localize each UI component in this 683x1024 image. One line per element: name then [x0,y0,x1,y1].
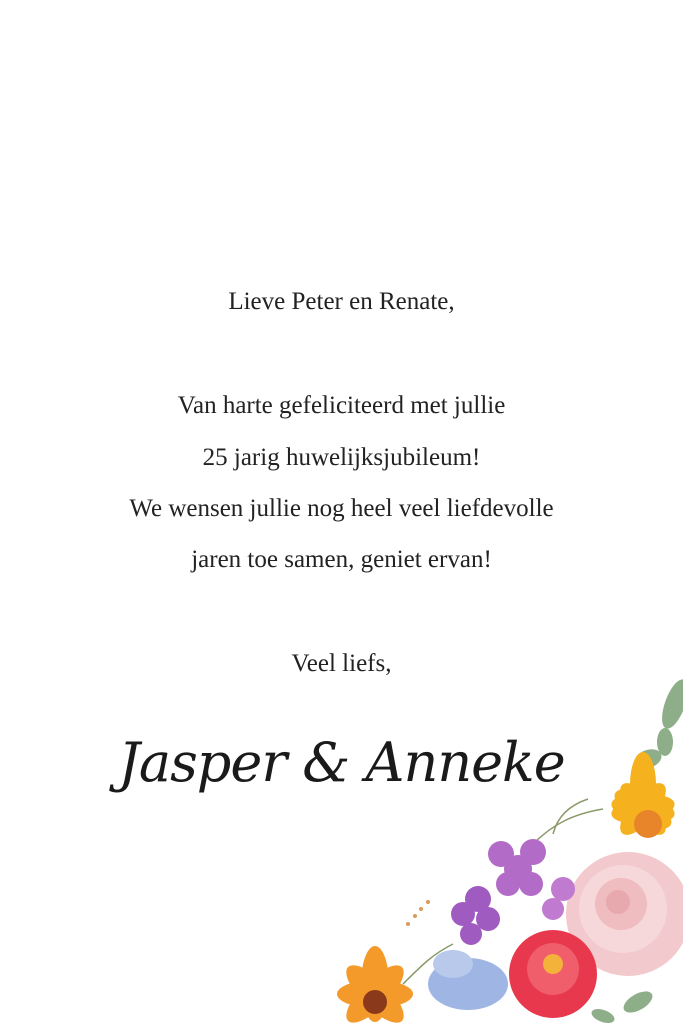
orange-flower-icon [337,946,413,1024]
greeting-line: Lieve Peter en Renate, [228,288,455,315]
signature: Jasper & Anneke [118,731,565,794]
closing-line: Veel liefs, [291,650,392,677]
message-line-4: jaren toe samen, geniet ervan! [191,546,492,573]
message-line-2: 25 jarig huwelijksjubileum! [202,444,481,471]
red-flower-icon [509,930,597,1018]
purple-flower-icon [451,839,575,945]
message-line-3: We wensen jullie nog heel veel liefdevolle [129,495,554,522]
yellow-flower-icon [609,752,677,842]
message-line-1: Van harte gefeliciteerd met jullie [177,392,506,419]
floral-corner-illustration [303,664,683,1024]
blue-flower-icon [428,950,508,1010]
